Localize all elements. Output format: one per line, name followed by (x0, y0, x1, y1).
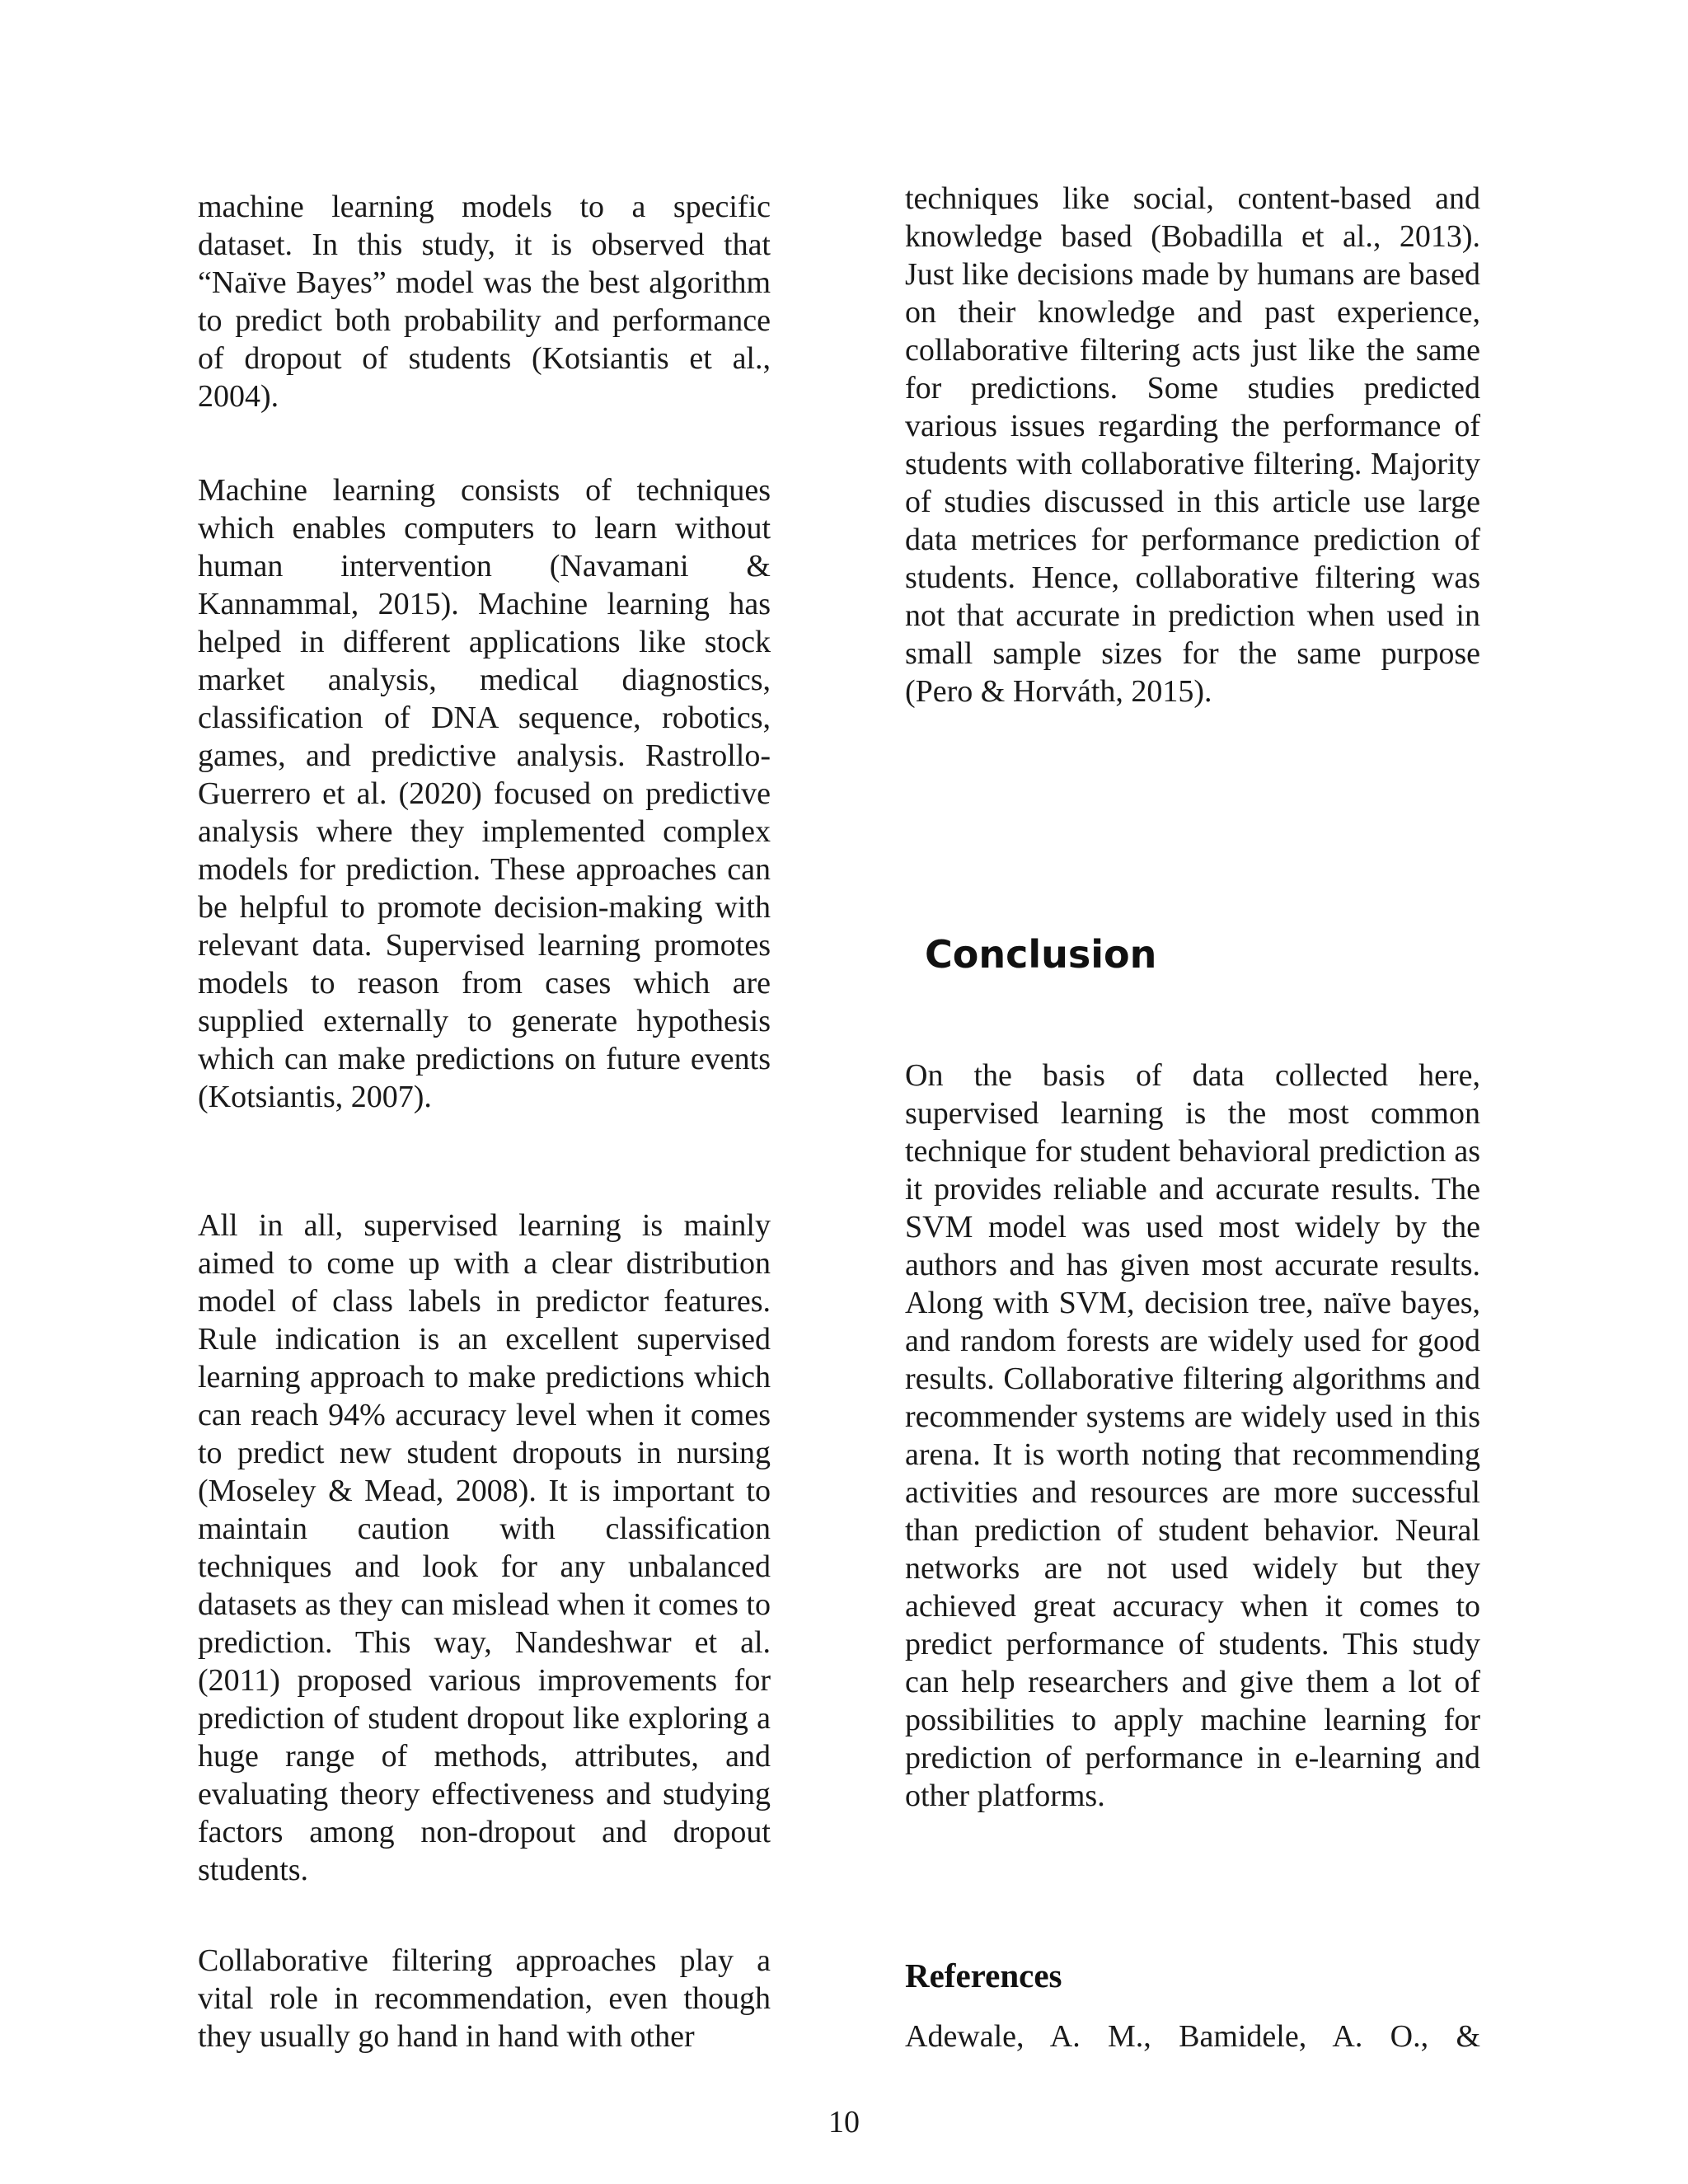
paragraph-supervised-learning: All in all, supervised learning is mainly aimed to come up with a clear distribution model of class labels in predictor features. Rule indication is an excellent supervised learning approach to make predictions which can reach 94% accuracy level when it comes to predict new student dropouts in nursing (Moseley & Mead, 2008). It is important to maintain caution with classification techniques and look for any unbalanced datasets as they can mislead when it comes to prediction. This way, Nandeshwar et al. (2011) proposed various improvements for prediction of student dropout like exploring a huge range of methods, attributes, and evaluating theory effectiveness and studying factors among non-dropout and dropout students. (198, 1208, 771, 1887)
paragraph-collaborative-filtering-continued: techniques like social, content-based and knowledge based (Bobadilla et al., 2013). Just like decisions made by humans are based on their knowledge and past experience, collaborative filtering acts just like the same for predictions. Some studies predicted various issues regarding the performance of students with collaborative filtering. Majority of studies discussed in this article use large data metrices for performance prediction of students. Hence, collaborative filtering was not that accurate in prediction when used in small sample sizes for the same purpose (Pero & Horváth, 2015). (905, 181, 1480, 709)
paragraph-naive-bayes: machine learning models to a specific dataset. In this study, it is observed that “Naïve Bayes” model was the best algorithm to predict both probability and performance of dropout of students (Kotsiantis et al., 2004). (198, 190, 771, 414)
reference-entry: Adewale, A. M., Bamidele, A. O., & (905, 2019, 1480, 2054)
paragraph-collaborative-filtering: Collaborative filtering approaches play a vital role in recommendation, even though they usually go hand in hand with other (198, 1943, 771, 2054)
paragraph-machine-learning: Machine learning consists of techniques which enables computers to learn without human intervention (Navamani & Kannammal, 2015). Machine learning has helped in different applications like stock market analysis, medical diagnostics, classification of DNA sequence, robotics, games, and predictive analysis. Rastrollo-Guerrero et al. (2020) focused on predictive analysis where they implemented complex models for prediction. These approaches can be helpful to promote decision-making with relevant data. Supervised learning promotes models to reason from cases which are supplied externally to generate hypothesis which can make predictions on future events (Kotsiantis, 2007). (198, 473, 771, 1114)
conclusion-heading: Conclusion (925, 932, 1157, 977)
references-heading: References (905, 1957, 1062, 1994)
conclusion-paragraph: On the basis of data collected here, supervised learning is the most common technique for student behavioral prediction as it provides reliable and accurate results. The SVM model was used most widely by the authors and has given most accurate results. Along with SVM, decision tree, naïve bayes, and random forests are widely used for good results. Collaborative filtering algorithms and recommender systems are widely used in this arena. It is worth noting that recommending activities and resources are more successful than prediction of student behavior. Neural networks are not used widely but they achieved great accuracy when it comes to predict performance of students. This study can help researchers and give them a lot of possibilities to apply machine learning for prediction of performance in e-learning and other platforms. (905, 1058, 1480, 1813)
page-number: 10 (828, 2105, 860, 2139)
